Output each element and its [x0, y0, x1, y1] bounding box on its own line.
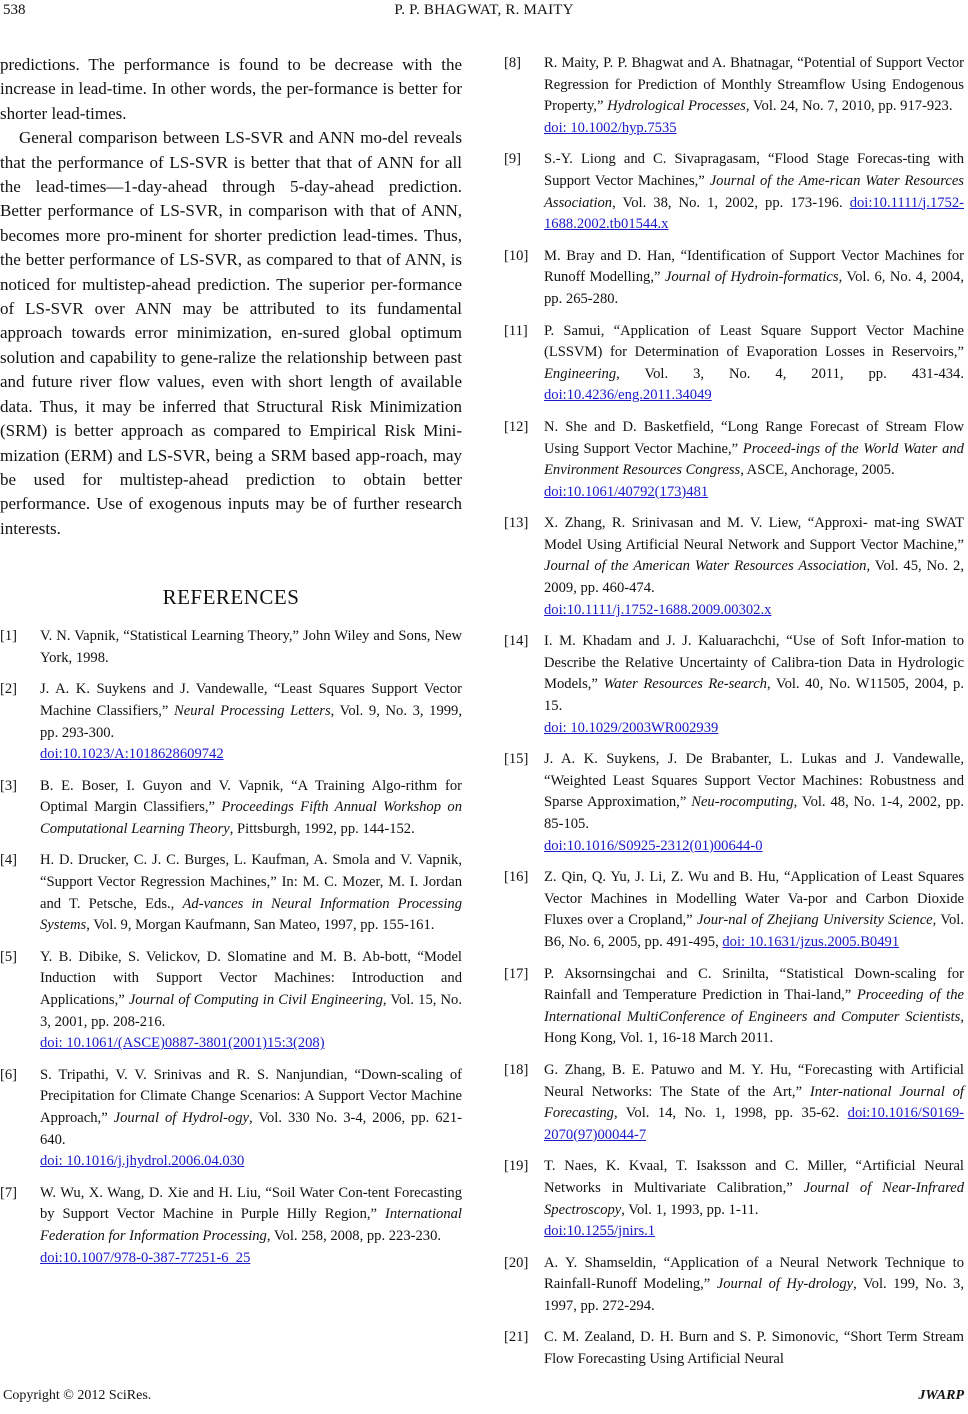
reference-item [504, 1253, 964, 1318]
page-number: 538 [3, 2, 26, 18]
reference-citation: A. Y. Shamseldin, “Application of a Neural Network Technique to Rainfall-Runoff Modeling,” [544, 1254, 964, 1293]
reference-number: [11] [504, 322, 528, 339]
reference-number: [8] [504, 55, 522, 71]
reference-text [544, 1253, 964, 1318]
doi-link[interactable]: doi:10.1061/40792(173)481 [544, 483, 709, 500]
reference-details: , Vol. 48, No. 1-4, 2002, pp. 85-105. [544, 794, 965, 832]
reference-item [504, 867, 964, 953]
reference-item [504, 53, 964, 139]
reference-number: [4] [0, 852, 18, 869]
reference-citation: I. M. Khadam and J. J. Kaluarachchi, “Use of Soft Infor-mation to Describe the Relative Uncertainty of Calibra-tion Data in Hydrologic Models,” [544, 633, 964, 693]
left-column [0, 53, 462, 1279]
reference-details: , Vol. 40, No. W11505, 2004, p. 15. [544, 676, 964, 715]
reference-source-title: Journal of Hydrol-ogy [113, 1110, 250, 1126]
doi-link[interactable]: doi:10.1111/j.1752-1688.2002.tb01544.x [544, 194, 964, 233]
reference-text [40, 679, 462, 765]
reference-item [504, 417, 964, 503]
reference-text [40, 1065, 462, 1173]
reference-details: , Vol. 15, No. 3, 2001, pp. 208-216. [40, 992, 463, 1030]
reference-item [504, 1327, 964, 1370]
reference-number: [20] [504, 1254, 529, 1271]
reference-citation: J. A. K. Suykens and J. Vandewalle, “Least Squares Support Vector Machine Classifiers,” [40, 681, 462, 719]
reference-citation: M. Bray and D. Han, “Identification of Support Vector Machines for Runoff Modelling,” [544, 247, 964, 286]
doi-link[interactable]: doi:10.1111/j.1752-1688.2009.00302.x [544, 601, 772, 618]
reference-citation: N. She and D. Basketfield, “Long Range Forecast of Stream Flow Using Support Vector Machine,” [544, 418, 964, 457]
doi-link[interactable]: doi:10.1016/S0169-2070(97)00044-7 [544, 1105, 964, 1143]
reference-citation: S.-Y. Liong and C. Sivapragasam, “Flood Stage Forecas-ting with Support Vector Machines,” [544, 151, 964, 189]
references-heading: REFERENCES [162, 585, 300, 610]
reference-number: [6] [0, 1066, 18, 1083]
reference-number: [13] [504, 515, 529, 532]
reference-number: [15] [504, 751, 529, 768]
reference-details: , Vol. 330 No. 3-4, 2006, pp. 621-640. [40, 1110, 463, 1148]
reference-item [504, 964, 964, 1050]
reference-source-title: Neu-rocomputing [691, 794, 794, 811]
reference-number: [21] [504, 1329, 529, 1346]
reference-citation: S. Tripathi, V. V. Srinivas and R. S. Nanjundian, “Down-scaling of Precipitation for Climate Change Scenarios: A Support Vector Machine Approach,” [40, 1066, 462, 1126]
doi-link[interactable]: doi:10.1007/978-0-387-77251-6_25 [40, 1249, 251, 1266]
doi-link[interactable]: doi:10.1016/S0925-2312(01)00644-0 [544, 837, 763, 854]
reference-source-title: Proceed-ings of the World Water and Environment Resources Congress [544, 440, 964, 479]
reference-item [0, 850, 462, 936]
reference-details: , Vol. 38, No. 1, 2002, pp. 173-196. [612, 194, 850, 211]
reference-item [504, 749, 964, 857]
reference-details: , Vol. B6, No. 6, 2005, pp. 491-495, [544, 912, 964, 950]
reference-item [504, 513, 964, 621]
reference-text [544, 964, 964, 1050]
doi-link[interactable]: doi:10.1255/jnirs.1 [544, 1223, 656, 1240]
reference-citation: H. D. Drucker, C. J. C. Burges, L. Kaufman, A. Smola and V. Vapnik, “Support Vector Regression Machines,” In: M. C. Mozer, M. I. Jordan and T. Petsche, Eds., [40, 852, 462, 912]
reference-citation: Z. Qin, Q. Yu, J. Li, Z. Wu and B. Hu, “Application of Least Squares Vector Machines in Modelling Water Va-por and Carbon Dioxide Fluxes over a Cropland,” [544, 869, 964, 929]
reference-details: , Vol. 258, 2008, pp. 223-230. [266, 1227, 442, 1244]
reference-citation: T. Naes, K. Kvaal, T. Isaksson and C. Miller, “Artificial Neural Networks in Multivariate Calibration,” [544, 1158, 964, 1196]
doi-link[interactable]: doi: 10.1631/jzus.2005.B0491 [722, 933, 900, 950]
reference-text [40, 776, 462, 841]
reference-citation: Y. B. Dibike, S. Velickov, D. Slomatine and M. B. Ab-bott, “Model Induction with Support Vector Machines: Introduction and Applications,” [40, 948, 462, 1009]
reference-citation: C. M. Zealand, D. H. Burn and S. P. Simonovic, “Short Term Stream Flow Forecasting Using Artificial Neural [544, 1329, 964, 1368]
doi-link[interactable]: doi: 10.1061/(ASCE)0887-3801(2001)15:3(208) [40, 1035, 325, 1052]
reference-citation: P. Samui, “Application of Least Square Support Vector Machine (LSSVM) for Determination of Evaporation Losses in Reservoirs,” [544, 322, 964, 361]
reference-item [504, 1060, 964, 1146]
reference-number: [16] [504, 869, 529, 886]
reference-number: [10] [504, 247, 529, 264]
reference-item [504, 246, 964, 311]
journal-abbreviation: JWARP [918, 1388, 964, 1403]
reference-source-title: Journal of Hy-drology [716, 1276, 854, 1293]
reference-text [544, 246, 964, 311]
reference-number: [18] [504, 1061, 529, 1078]
reference-text [544, 417, 964, 503]
copyright-notice: Copyright © 2012 SciRes. [3, 1388, 152, 1403]
reference-item [0, 947, 462, 1055]
reference-text [544, 149, 964, 235]
reference-details: , Vol. 9, No. 3, 1999, pp. 293-300. [40, 702, 462, 741]
reference-text [40, 850, 462, 936]
reference-number: [7] [0, 1184, 18, 1201]
doi-link[interactable]: doi: 10.1002/hyp.7535 [544, 119, 677, 136]
reference-details: , Vol. 1, 1993, pp. 1-11. [621, 1201, 759, 1218]
reference-citation: R. Maity, P. P. Bhagwat and A. Bhatnagar, “Potential of Support Vector Regression for Prediction of Monthly Streamflow Using Endogenous Property,” [544, 55, 964, 115]
doi-link[interactable]: doi:10.4236/eng.2011.34049 [544, 387, 712, 404]
reference-details: , Pittsburgh, 1992, pp. 144-152. [229, 820, 415, 837]
reference-source-title: Journal of Computing in Civil Engineering [128, 992, 383, 1009]
reference-source-title: Ad-vances in Neural Information Processing Systems [40, 895, 462, 934]
reference-source-title: Jour-nal of Zhejiang University Science [696, 912, 933, 929]
doi-link[interactable]: doi: 10.1029/2003WR002939 [544, 719, 719, 736]
reference-source-title: Journal of the American Water Resources Association [544, 558, 867, 575]
reference-text [40, 947, 462, 1055]
doi-link[interactable]: doi: 10.1016/j.jhydrol.2006.04.030 [40, 1153, 245, 1170]
reference-source-title: Inter-national Journal of Forecasting [544, 1083, 964, 1122]
reference-item [0, 626, 462, 669]
reference-source-title: Water Resources Re-search [603, 676, 767, 693]
reference-details: , Vol. 14, No. 1, 1998, pp. 35-62. [613, 1105, 848, 1122]
reference-item [504, 631, 964, 739]
reference-details: , Vol. 9, Morgan Kaufmann, San Mateo, 1997, pp. 155-161. [86, 917, 435, 934]
reference-item [504, 1156, 964, 1242]
reference-details: , Vol. 24, No. 7, 2010, pp. 917-923. [745, 98, 953, 115]
reference-text [544, 749, 964, 857]
reference-text [544, 321, 964, 407]
reference-citation: G. Zhang, B. E. Patuwo and M. Y. Hu, “Forecasting with Artificial Neural Networks: The State of the Art,” [544, 1061, 964, 1100]
reference-source-title: Hydrological Processes [607, 98, 746, 115]
reference-source-title: Neural Processing Letters [174, 702, 331, 719]
reference-text [544, 1156, 964, 1242]
running-head: P. P. BHAGWAT, R. MAITY [394, 2, 574, 18]
reference-citation: B. E. Boser, I. Guyon and V. Vapnik, “A Training Algo-rithm for Optimal Margin Classifiers,” [40, 777, 462, 816]
right-column [504, 53, 964, 1381]
reference-details: , Vol. 3, No. 4, 2011, pp. 431-434. [616, 365, 964, 382]
reference-source-title: Engineering [544, 365, 617, 382]
reference-number: [19] [504, 1158, 529, 1175]
reference-source-title: Journal of Hydroin-formatics [664, 269, 839, 286]
reference-text [544, 1327, 964, 1370]
reference-number: [2] [0, 681, 18, 698]
reference-source-title: Proceeding of the International MultiConference of Engineers and Computer Scientists [544, 987, 964, 1025]
reference-details: , ASCE, Anchorage, 2005. [740, 462, 895, 479]
reference-text [544, 867, 964, 953]
reference-details: , Hong Kong, Vol. 1, 16-18 March 2011. [544, 1008, 964, 1047]
reference-details: , Vol. 6, No. 4, 2004, pp. 265-280. [544, 269, 965, 307]
reference-number: [9] [504, 151, 522, 168]
reference-item [0, 1065, 462, 1173]
reference-citation: V. N. Vapnik, “Statistical Learning Theory,” John Wiley and Sons, New York, 1998. [40, 628, 462, 666]
reference-number: [1] [0, 628, 18, 645]
reference-details: , Vol. 45, No. 2, 2009, pp. 460-474. [544, 558, 965, 597]
reference-source-title: International Federation for Information Processing [40, 1206, 462, 1244]
reference-item [504, 149, 964, 235]
reference-text [40, 1183, 462, 1269]
reference-number: [12] [504, 418, 529, 435]
reference-citation: X. Zhang, R. Srinivasan and M. V. Liew, “Approxi- mat-ing SWAT Model Using Artificial Neural Network and Support Vector Machine,” [544, 515, 964, 553]
reference-item [0, 1183, 462, 1269]
doi-link[interactable]: doi:10.1023/A:1018628609742 [40, 746, 224, 763]
reference-item [0, 776, 462, 841]
reference-text [544, 513, 964, 621]
reference-citation: J. A. K. Suykens, J. De Brabanter, L. Lukas and J. Vandewalle, “Weighted Least Squares Support Vector Machines: Robustness and Sparse Approximation,” [544, 751, 964, 811]
reference-item [504, 321, 964, 407]
reference-item [0, 679, 462, 765]
reference-number: [3] [0, 777, 18, 794]
reference-number: [17] [504, 965, 529, 982]
reference-number: [14] [504, 633, 529, 650]
reference-source-title: Proceedings Fifth Annual Workshop on Computational Learning Theory [40, 799, 462, 837]
reference-text [40, 626, 462, 669]
reference-details: , Vol. 199, No. 3, 1997, pp. 272-294. [544, 1276, 965, 1314]
reference-text [544, 53, 964, 139]
reference-source-title: Journal of Near-Infrared Spectroscopy [544, 1179, 965, 1218]
reference-text [544, 631, 964, 739]
reference-citation: P. Aksornsingchai and C. Srinilta, “Statistical Down-scaling for Rainfall and Temperature Prediction in Thai-land,” [544, 965, 964, 1004]
reference-source-title: Journal of the Ame-rican Water Resources Association [544, 172, 964, 211]
reference-text [544, 1060, 964, 1146]
reference-number: [5] [0, 948, 18, 965]
body-paragraph: predictions. The performance is found to be decrease with the increase in lead-time. In other words, the per-formance is better for shorter lead-times. [0, 55, 462, 123]
body-paragraph: General comparison between LS-SVR and ANN mo-del reveals that the performance of LS-SVR is better that that of ANN for all the lead-times—1-day-ahead through 5-day-ahead prediction. Better performance of LS-SVR, in comparison with that of ANN, becomes more pro-minent for shorter prediction lead-times. Thus, the better performance of LS-SVR, as compared to that of ANN, is noticed for multistep-ahead prediction. The superior per-formance of LS-SVR over ANN may be attributed to its fundamental approach towards error minimization, en-sured global optimum solution and capability to gene-ralize the relationship between past and future river flow values, even with short length of available data. Thus, it may be inferred that Structural Risk Minimization (SRM) is better approach as compared to Empirical Risk Mini-mization (ERM) and LS-SVR, being a SRM based app-roach, may be used for multistep-ahead prediction to obtain better performance. Use of exogenous inputs may be of further research interests. [0, 128, 462, 538]
reference-citation: W. Wu, X. Wang, D. Xie and H. Liu, “Soil Water Con-tent Forecasting by Support Vector Machine in Purple Hilly Region,” [40, 1184, 462, 1223]
